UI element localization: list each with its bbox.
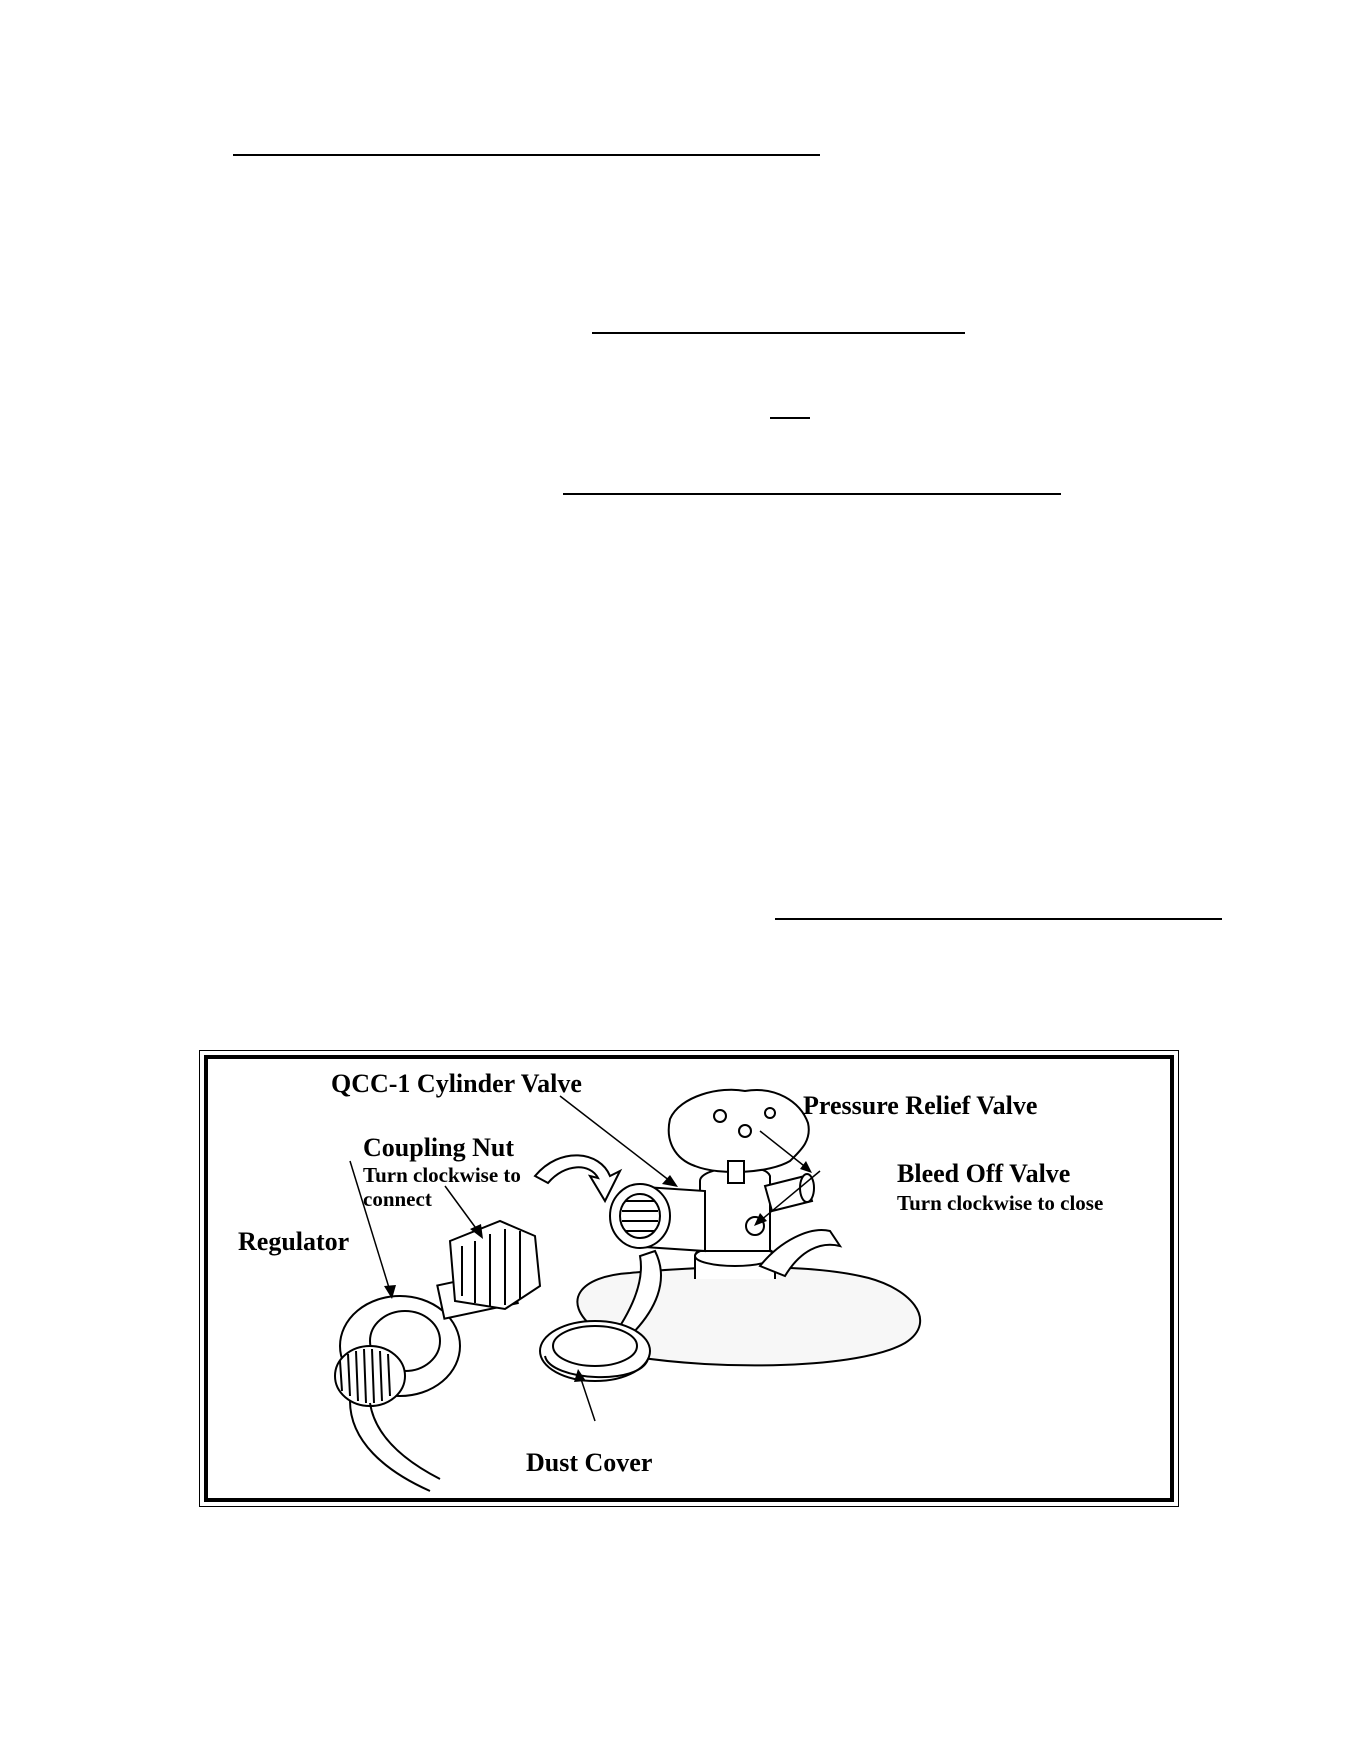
label-coupling-nut: Coupling Nut <box>363 1133 514 1162</box>
label-bleed-off-valve-note: Turn clockwise to close <box>897 1191 1104 1215</box>
blank-rule-3 <box>770 417 810 419</box>
figure-frame <box>199 1050 1179 1507</box>
arrowhead-pressure-relief <box>800 1161 812 1173</box>
leader-dust-cover <box>580 1376 595 1421</box>
regulator-knob <box>335 1346 405 1406</box>
label-qcc1-cylinder-valve: QCC-1 Cylinder Valve <box>331 1069 582 1098</box>
blank-rule-1 <box>233 154 820 156</box>
rotation-arrow <box>535 1155 620 1201</box>
handwheel-stem <box>728 1161 744 1183</box>
label-coupling-nut-note-1: Turn clockwise to <box>363 1163 521 1187</box>
blank-rule-2 <box>592 332 965 334</box>
label-regulator: Regulator <box>238 1227 350 1256</box>
label-dust-cover: Dust Cover <box>526 1448 653 1477</box>
blank-rule-4 <box>563 493 1061 495</box>
blank-rule-5 <box>775 918 1222 920</box>
label-pressure-relief-valve: Pressure Relief Valve <box>803 1091 1038 1120</box>
label-coupling-nut-note-2: connect <box>363 1187 432 1211</box>
coupling-nut <box>450 1221 540 1309</box>
regulator-hose <box>350 1401 440 1491</box>
leader-coupling-nut <box>445 1186 478 1231</box>
label-bleed-off-valve: Bleed Off Valve <box>897 1159 1071 1188</box>
